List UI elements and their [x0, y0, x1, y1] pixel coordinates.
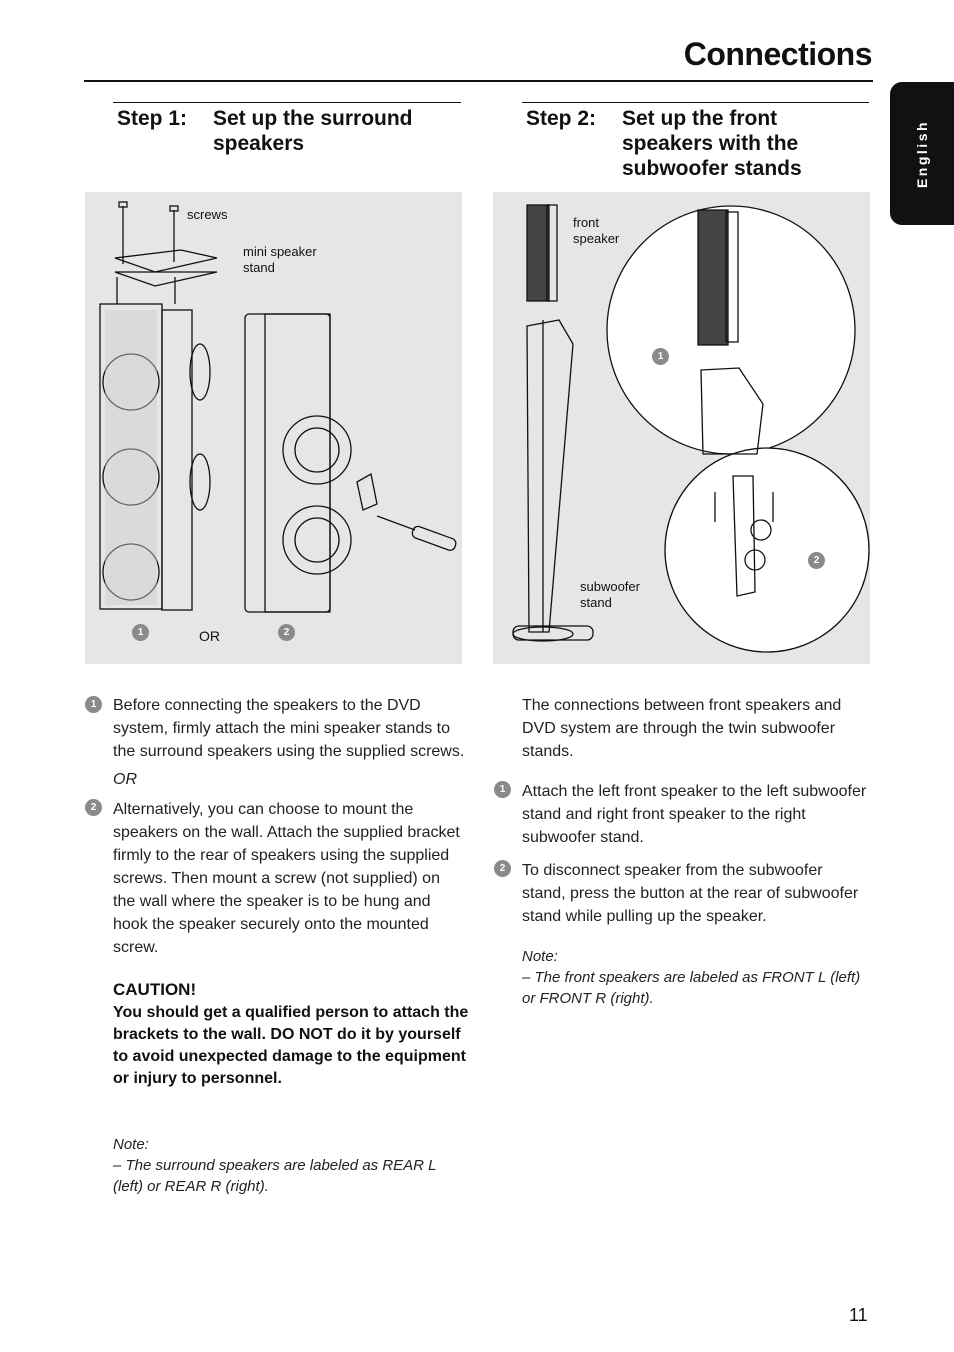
header-rule — [84, 80, 873, 82]
caution-heading: CAUTION! — [113, 980, 197, 999]
item1-marker: 1 — [85, 696, 102, 713]
language-tab — [890, 82, 954, 225]
step1-rule — [113, 102, 461, 103]
item2-marker: 2 — [85, 799, 102, 816]
page-number: 11 — [849, 1305, 868, 1325]
step2-item2-text: To disconnect speaker from the subwoofer stand, press the button at the rear of subwoofer stand while pulling up the speaker. — [522, 862, 859, 925]
figure1-marker-2: 2 — [278, 624, 295, 641]
step2-note-label: Note: — [522, 948, 558, 965]
step2-intro: The connections between front speakers and DVD system are through the twin subwoofer stands. — [522, 697, 842, 760]
page-title: Connections — [683, 36, 872, 72]
figure2-marker-1: 1 — [652, 348, 669, 365]
step2-item1-marker: 1 — [494, 781, 511, 798]
step2-note-text: – The front speakers are labeled as FRONT L (left) or FRONT R (right). — [522, 969, 861, 1007]
step1-or-text: OR — [113, 771, 137, 788]
mini-stand-label: mini speaker stand — [243, 244, 317, 275]
figure1-marker-1: 1 — [132, 624, 149, 641]
surround-speaker-figure — [85, 192, 462, 664]
front-speaker-label: front speaker — [573, 215, 620, 246]
step2-item2-marker: 2 — [494, 860, 511, 877]
step1-note-label: Note: — [113, 1136, 149, 1153]
step1-number: Step 1: — [117, 107, 188, 130]
step2-rule — [522, 102, 869, 103]
step2-item1-text: Attach the left front speaker to the left subwoofer stand and right front speaker to the right subwoofer stand. — [522, 783, 867, 846]
step1-heading — [117, 106, 457, 166]
step1-item1-text: Before connecting the speakers to the DVD system, firmly attach the mini speaker stands to the surround speakers using the supplied screws. — [113, 697, 465, 760]
step2-title: Set up the front speakers with the subwoofer stands — [622, 107, 802, 180]
step1-title: Set up the surround speakers — [213, 107, 413, 155]
language-tab-label: English — [914, 119, 930, 188]
front-speaker-illustration — [493, 192, 870, 664]
step2-heading — [526, 106, 866, 186]
screws-label: screws — [187, 207, 228, 222]
step1-item2-text: Alternatively, you can choose to mount the speakers on the wall. Attach the supplied bracket firmly to the rear of speakers using the supplied screws. Then mount a screw (not supplied) on the wall where the speaker is to be hung and hook the speaker securely onto the mounted screw. — [113, 801, 460, 956]
figure2-marker-2: 2 — [808, 552, 825, 569]
figure1-or-label: OR — [199, 628, 220, 644]
stand-plate-pattern — [105, 310, 157, 605]
caution-body: You should get a qualified person to attach the brackets to the wall. DO NOT do it by yourself to avoid unexpected damage to the equipment or injury to personnel. — [113, 1004, 469, 1087]
subwoofer-stand-label: subwoofer stand — [580, 579, 640, 610]
step2-number: Step 2: — [526, 107, 597, 130]
step1-note-text: – The surround speakers are labeled as REAR L (left) or REAR R (right). — [113, 1157, 437, 1195]
front-speaker-figure — [493, 192, 870, 664]
